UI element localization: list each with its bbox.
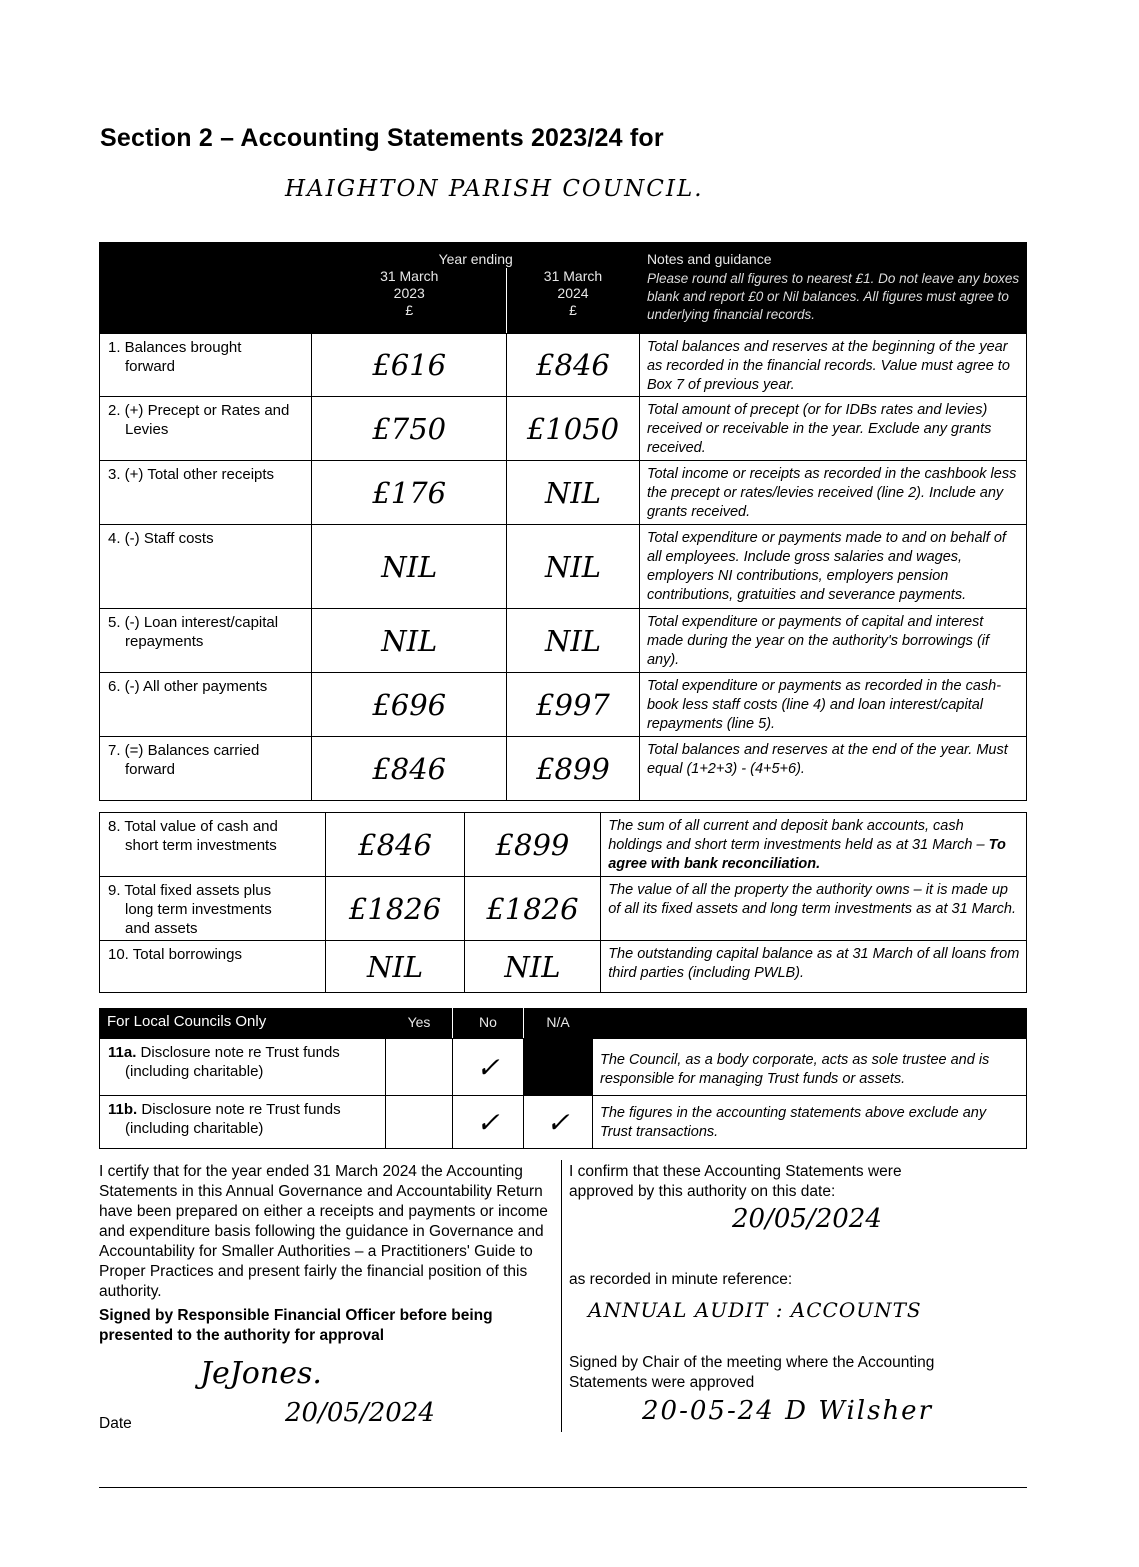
na-11a bbox=[524, 1039, 593, 1096]
row-label: 2. (+) Precept or Rates and Levies bbox=[100, 397, 312, 461]
page-title: Section 2 – Accounting Statements 2023/24 for bbox=[100, 124, 664, 152]
row-label: 10. Total borrowings bbox=[100, 941, 326, 993]
confirm-text: I confirm that these Accounting Statements were approved by this authority on this date: bbox=[569, 1163, 902, 1200]
yes-11a[interactable] bbox=[386, 1039, 453, 1096]
value-2024: NIL bbox=[507, 525, 640, 609]
value-2023: £696 bbox=[312, 673, 507, 737]
value-2023: NIL bbox=[326, 941, 464, 993]
bottom-rule bbox=[99, 1487, 1027, 1488]
row-note: The sum of all current and deposit bank accounts, cash holdings and short term investments held as at 31 March – To agree with bank reconciliation. bbox=[601, 813, 1027, 877]
local-councils-table bbox=[99, 1008, 1027, 1149]
col-2024-header: 31 March 2024 £ bbox=[507, 268, 640, 334]
row-label: 3. (+) Total other receipts bbox=[100, 461, 312, 525]
value-2024: NIL bbox=[507, 461, 640, 525]
notes-guidance: Please round all figures to nearest £1. Do not leave any boxes blank and report £0 or Nil balances. All figures must agree to underlying financial records. bbox=[639, 268, 1026, 334]
row-note: Total expenditure or payments of capital and interest made during the year on the authority's borrowings (if any). bbox=[639, 609, 1026, 673]
rfo-signed-label: Signed by Responsible Financial Officer before being presented to the authority for approval bbox=[99, 1307, 493, 1344]
rfo-signature: JeJones. bbox=[200, 1356, 322, 1391]
row-note: Total balances and reserves at the end of the year. Must equal (1+2+3) - (4+5+6). bbox=[639, 737, 1026, 801]
approval-date: 20/05/2024 bbox=[732, 1204, 882, 1234]
row-note: Total expenditure or payments made to and on behalf of all employees. Include gross salaries and wages, employers NI contributions, employers pension contributions, gratuities and severance payments. bbox=[639, 525, 1026, 609]
footer-divider bbox=[561, 1160, 562, 1432]
no-11a[interactable]: ✓ bbox=[453, 1039, 524, 1096]
row-label: 8. Total value of cash and short term investments bbox=[100, 813, 326, 877]
value-2023: £176 bbox=[312, 461, 507, 525]
date-label: Date bbox=[99, 1415, 132, 1432]
label-11a: 11a. Disclosure note re Trust funds (including charitable) bbox=[100, 1039, 386, 1096]
no-header: No bbox=[453, 1009, 524, 1039]
row-label: 6. (-) All other payments bbox=[100, 673, 312, 737]
yes-header: Yes bbox=[386, 1009, 453, 1039]
value-2024: £997 bbox=[507, 673, 640, 737]
asset-row bbox=[100, 877, 1027, 941]
row-note: The outstanding capital balance as at 31 March of all loans from third parties (including PWLB). bbox=[601, 941, 1027, 993]
row-label: 7. (=) Balances carried forward bbox=[100, 737, 312, 801]
certify-text: I certify that for the year ended 31 March 2024 the Accounting Statements in this Annual Governance and Accountability Return have been prepared on either a receipts and payments or income and expenditure basis following the guidance in Governance and Accountability for Smaller Authorities – a Practitioners' Guide to Proper Practices and present fairly the financial position of this authority. bbox=[99, 1163, 548, 1300]
row-note: Total expenditure or payments as recorded in the cash-book less staff costs (line 4) and loan interest/capital repayments (line 5). bbox=[639, 673, 1026, 737]
value-2023: £846 bbox=[312, 737, 507, 801]
asset-row bbox=[100, 941, 1027, 993]
row-11a bbox=[100, 1039, 1027, 1096]
value-2024: £1826 bbox=[464, 877, 600, 941]
value-2024: £899 bbox=[464, 813, 600, 877]
row-note: The value of all the property the authority owns – it is made up of all its fixed assets and long term investments as at 31 March. bbox=[601, 877, 1027, 941]
value-2024: £846 bbox=[507, 334, 640, 397]
value-2023: £846 bbox=[326, 813, 464, 877]
row-label: 5. (-) Loan interest/capital repayments bbox=[100, 609, 312, 673]
na-header: N/A bbox=[524, 1009, 593, 1039]
minute-ref: ANNUAL AUDIT : ACCOUNTS bbox=[588, 1298, 922, 1322]
chair-signature: 20-05-24 D Wilsher bbox=[642, 1396, 933, 1426]
row-label: 1. Balances brought forward bbox=[100, 334, 312, 397]
notes-header: Notes and guidance bbox=[639, 243, 1026, 268]
value-2023: £616 bbox=[312, 334, 507, 397]
no-11b[interactable]: ✓ bbox=[453, 1096, 524, 1149]
value-2024: NIL bbox=[464, 941, 600, 993]
council-name: HAIGHTON PARISH COUNCIL. bbox=[285, 176, 704, 202]
accounting-table bbox=[99, 242, 1027, 801]
value-2024: £1050 bbox=[507, 397, 640, 461]
value-2023: NIL bbox=[312, 609, 507, 673]
chair-signed-label: Signed by Chair of the meeting where the Accounting Statements were approved bbox=[569, 1354, 935, 1391]
year-ending-header: Year ending bbox=[312, 243, 639, 268]
row-note: Total amount of precept (or for IDBs rates and levies) received or receivable in the year. Exclude any grants received. bbox=[639, 397, 1026, 461]
label-11b: 11b. Disclosure note re Trust funds (including charitable) bbox=[100, 1096, 386, 1149]
header-blank bbox=[100, 243, 312, 334]
value-2023: £750 bbox=[312, 397, 507, 461]
statement-row bbox=[100, 525, 1027, 609]
assets-table bbox=[99, 812, 1027, 993]
asset-row bbox=[100, 813, 1027, 877]
col-2023-header: 31 March 2023 £ bbox=[312, 268, 507, 334]
statement-row bbox=[100, 673, 1027, 737]
statement-row bbox=[100, 461, 1027, 525]
local-notes-header bbox=[593, 1009, 1027, 1039]
row-11b bbox=[100, 1096, 1027, 1149]
value-2024: £899 bbox=[507, 737, 640, 801]
note-11a: The Council, as a body corporate, acts as sole trustee and is responsible for managing Trust funds or assets. bbox=[593, 1039, 1027, 1096]
note-11b: The figures in the accounting statements above exclude any Trust transactions. bbox=[593, 1096, 1027, 1149]
statement-row bbox=[100, 334, 1027, 397]
na-11b[interactable]: ✓ bbox=[524, 1096, 593, 1149]
statement-row bbox=[100, 397, 1027, 461]
yes-11b[interactable] bbox=[386, 1096, 453, 1149]
local-heading: For Local Councils Only bbox=[100, 1009, 386, 1039]
value-2024: NIL bbox=[507, 609, 640, 673]
statement-row bbox=[100, 737, 1027, 801]
value-2023: £1826 bbox=[326, 877, 464, 941]
row-note: Total balances and reserves at the beginning of the year as recorded in the financial records. Value must agree to Box 7 of previous year. bbox=[639, 334, 1026, 397]
row-label: 9. Total fixed assets plus long term investments and assets bbox=[100, 877, 326, 941]
statement-row bbox=[100, 609, 1027, 673]
row-note: Total income or receipts as recorded in the cashbook less the precept or rates/levies received (line 2). Include any grants received. bbox=[639, 461, 1026, 525]
value-2023: NIL bbox=[312, 525, 507, 609]
rfo-date: 20/05/2024 bbox=[285, 1398, 435, 1428]
row-label: 4. (-) Staff costs bbox=[100, 525, 312, 609]
minute-label: as recorded in minute reference: bbox=[569, 1271, 793, 1288]
